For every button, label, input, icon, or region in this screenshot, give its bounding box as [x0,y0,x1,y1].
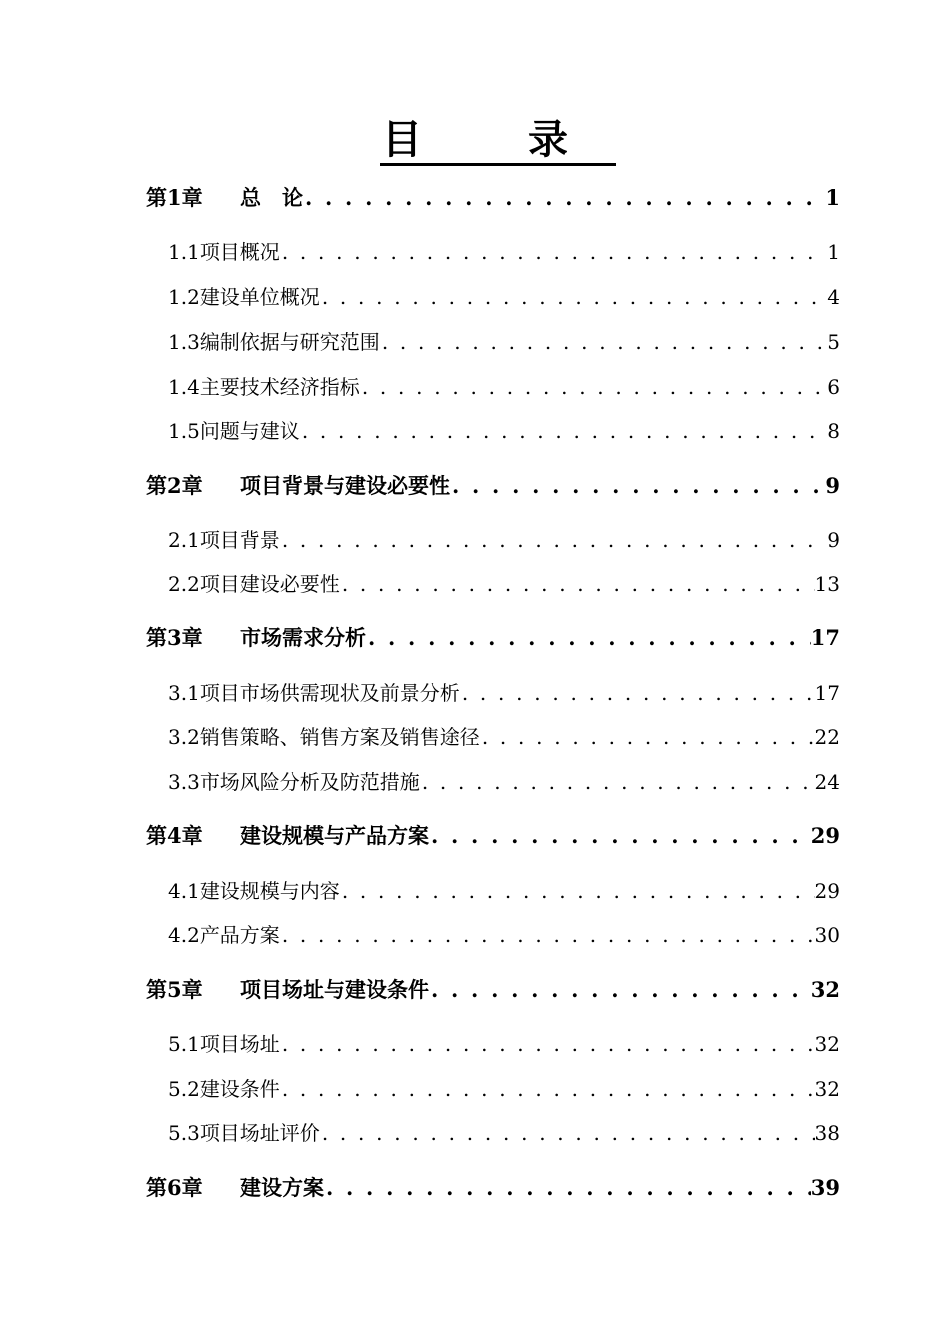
toc-entry-label: 项目市场供需现状及前景分析 [199,681,460,705]
toc-section-entry[interactable] [168,1118,840,1148]
toc-entry-label: 产品方案 [199,923,280,947]
toc-entry-label: 建设规模与产品方案 [240,823,429,848]
toc-chapter-entry[interactable] [146,623,840,653]
toc-entry-number: 5.3 [168,1121,200,1145]
toc-entry-label: 项目背景 [199,528,280,552]
toc-section-entry[interactable] [168,237,840,267]
toc-entry-label: 市场需求分析 [240,625,366,650]
toc-section-entry[interactable] [168,876,840,906]
toc-entry-page-number: 38 [814,1121,840,1145]
toc-dot-leader [480,722,815,752]
toc-entry-number: 3.3 [168,770,200,794]
toc-entry-number: 3.1 [168,681,200,705]
toc-title-text: 目 录 [380,117,616,166]
toc-entry-page-number: 22 [814,725,840,749]
toc-entry-number: 1.2 [168,285,200,309]
toc-chapter-entry[interactable] [146,975,840,1005]
toc-entry-number: 2.2 [168,572,200,596]
toc-section-entry[interactable] [168,416,840,446]
toc-entry-page-number: 32 [810,977,840,1002]
toc-entry-label: 主要技术经济指标 [199,375,360,399]
toc-entry-page-number: 9 [825,473,840,498]
toc-entry-label: 建设条件 [199,1077,280,1101]
toc-entry-page-number: 4 [827,285,840,309]
toc-entry-label: 项目概况 [199,240,280,264]
toc-entry-number: 5.1 [168,1032,200,1056]
toc-entry-number: 5.2 [168,1077,200,1101]
toc-entry-label: 销售策略、销售方案及销售途径 [199,725,480,749]
toc-section-entry[interactable] [168,372,840,402]
toc-dot-leader [320,282,827,312]
toc-dot-leader [324,1173,811,1203]
toc-entry-page-number: 17 [810,625,840,650]
toc-dot-leader [360,372,827,402]
toc-entry-page-number: 39 [810,1175,840,1200]
toc-entry-label: 项目场址评价 [199,1121,320,1145]
toc-entry-number: 4.2 [168,923,200,947]
toc-dot-leader [450,471,825,501]
toc-entry-page-number: 32 [814,1077,840,1101]
toc-dot-leader [460,678,815,708]
toc-entry-label: 总 论 [240,185,303,210]
toc-dot-leader [280,920,815,950]
toc-dot-leader [420,767,815,797]
toc-dot-leader [280,237,827,267]
toc-entry-label: 项目建设必要性 [199,572,340,596]
toc-entry-number: 4.1 [168,879,200,903]
toc-section-entry[interactable] [168,569,840,599]
toc-dot-leader [429,975,811,1005]
toc-entry-number: 1.4 [168,375,200,399]
toc-dot-leader [303,183,825,213]
toc-entry-page-number: 32 [814,1032,840,1056]
toc-section-entry[interactable] [168,327,840,357]
toc-entry-label: 项目场址与建设条件 [240,977,429,1002]
toc-dot-leader [320,1118,815,1148]
toc-entry-page-number: 29 [814,879,840,903]
toc-entry-number: 第6章 [146,1175,203,1200]
toc-title [0,112,950,168]
toc-entry-page-number: 1 [827,240,840,264]
toc-section-entry[interactable] [168,282,840,312]
toc-entry-page-number: 29 [810,823,840,848]
toc-entry-number: 第1章 [146,185,203,210]
toc-section-entry[interactable] [168,525,840,555]
toc-entry-page-number: 9 [827,528,840,552]
toc-entry-page-number: 13 [814,572,840,596]
toc-section-entry[interactable] [168,678,840,708]
toc-entry-label: 编制依据与研究范围 [199,330,380,354]
toc-entry-number: 第3章 [146,625,203,650]
toc-chapter-entry[interactable] [146,1173,840,1203]
toc-entry-number: 2.1 [168,528,200,552]
toc-entry-number: 3.2 [168,725,200,749]
toc-dot-leader [280,1029,815,1059]
toc-dot-leader [340,876,815,906]
toc-entry-label: 建设方案 [240,1175,324,1200]
toc-section-entry[interactable] [168,920,840,950]
toc-chapter-entry[interactable] [146,183,840,213]
toc-dot-leader [280,525,827,555]
toc-entry-page-number: 30 [814,923,840,947]
toc-dot-leader [300,416,827,446]
toc-section-entry[interactable] [168,722,840,752]
toc-entry-label: 项目背景与建设必要性 [240,473,450,498]
toc-entry-page-number: 8 [827,419,840,443]
toc-entry-page-number: 6 [827,375,840,399]
toc-entry-number: 1.5 [168,419,200,443]
toc-chapter-entry[interactable] [146,821,840,851]
toc-entry-label: 项目场址 [199,1032,280,1056]
toc-chapter-entry[interactable] [146,471,840,501]
toc-dot-leader [366,623,811,653]
toc-dot-leader [429,821,811,851]
toc-dot-leader [380,327,827,357]
toc-entry-number: 第5章 [146,977,203,1002]
toc-entry-label: 市场风险分析及防范措施 [199,770,420,794]
toc-entry-page-number: 17 [814,681,840,705]
toc-entry-label: 建设单位概况 [199,285,320,309]
toc-entry-number: 第2章 [146,473,203,498]
toc-section-entry[interactable] [168,1029,840,1059]
toc-entry-label: 建设规模与内容 [199,879,340,903]
toc-section-entry[interactable] [168,767,840,797]
toc-dot-leader [280,1074,815,1104]
toc-entry-label: 问题与建议 [199,419,300,443]
toc-dot-leader [340,569,815,599]
toc-entry-page-number: 1 [825,185,840,210]
toc-entry-number: 第4章 [146,823,203,848]
toc-entry-page-number: 24 [814,770,840,794]
toc-entry-number: 1.3 [168,330,200,354]
toc-entry-page-number: 5 [827,330,840,354]
toc-section-entry[interactable] [168,1074,840,1104]
toc-entry-number: 1.1 [168,240,200,264]
